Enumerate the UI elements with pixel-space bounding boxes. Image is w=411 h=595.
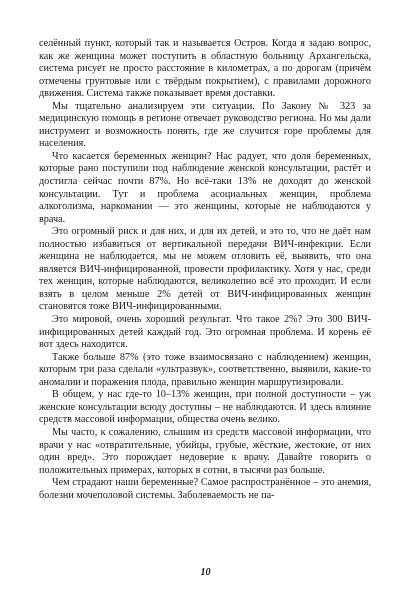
page-text — [39, 38, 371, 502]
paragraph: Также больше 87% (это тоже взаимосвязано с наблюдением) женщин, которым три раза сделали «ультразвук», соответственно, выявили, какие-то аномалии и поражения плода, правильно женщин маршрутизировали. — [39, 351, 371, 388]
page-number: 10 — [200, 567, 211, 578]
paragraph: Мы тщательно анализируем эти ситуации. По Закону № 323 за медицинскую помощь в регионе отвечает руководство региона. Но мы дали инструмент и возможность понять, где же случится горе проблемы для населения. — [39, 100, 371, 150]
paragraph: В общем, у нас где-то 10–13% женщин, при полной доступности – уж женские консультации всюду доступны – не наблюдаются. И здесь влияние средств массовой информации, общества очень велико. — [39, 389, 371, 426]
paragraph: Чем страдают наши беременные? Самое распространённое – это анемия, болезни мочеполовой системы. Заболеваемость не па- — [39, 477, 371, 501]
paragraph: Это мировой, очень хороший результат. Что такое 2%? Это 300 ВИЧ-инфицированных детей каждый год. Это огромная проблема. И корень её вот здесь находится. — [39, 314, 371, 351]
paragraph: Это огромный риск и для них, и для их детей, и это то, что не даёт нам полностью избавиться от вертикальной передачи ВИЧ-инфекции. Если женщина не наблюдается, мы не можем отловить её, выявить, что она является ВИЧ-инфицированной, провести профилактику. Хотя у нас, среди тех женщин, которые наблюдаются, великолепно всё это проходит. И если взять в целом меньше 2% детей от ВИЧ-инфицированных женщин становятся тоже ВИЧ-инфицированными. — [39, 226, 371, 313]
paragraph: Мы часто, к сожалению, слышим из средств массовой информации, что врачи у нас «отвратительные, убийцы, грубые, жёсткие, жестокие, от них один вред». Это порождает недоверие к врачу. Давайте говорить о положительных примерах, которых в сотни, в тысячи раз больше. — [39, 426, 371, 476]
paragraph: Что касается беременных женщин? Нас радует, что доля беременных, которые рано поступили под наблюдение женской консультации, растёт и достигла сейчас почти 87%. Но всё-таки 13% не доходят до женской консультации. Тут и проблема асоциальных женщин, проблема алкоголизма, наркомании — это женщины, которые не наблюдаются у врача. — [39, 150, 371, 225]
paragraph: селённый пункт, который так и называется Остров. Когда я задаю вопрос, как же женщина может поступить в областную больницу Архангельска, система рисует не просто расстояние в километрах, а по дорогам (причём отмечены грунтовые или с твёрдым покрытием), с правилами дорожного движения. Система также показывает время доставки. — [39, 38, 371, 100]
